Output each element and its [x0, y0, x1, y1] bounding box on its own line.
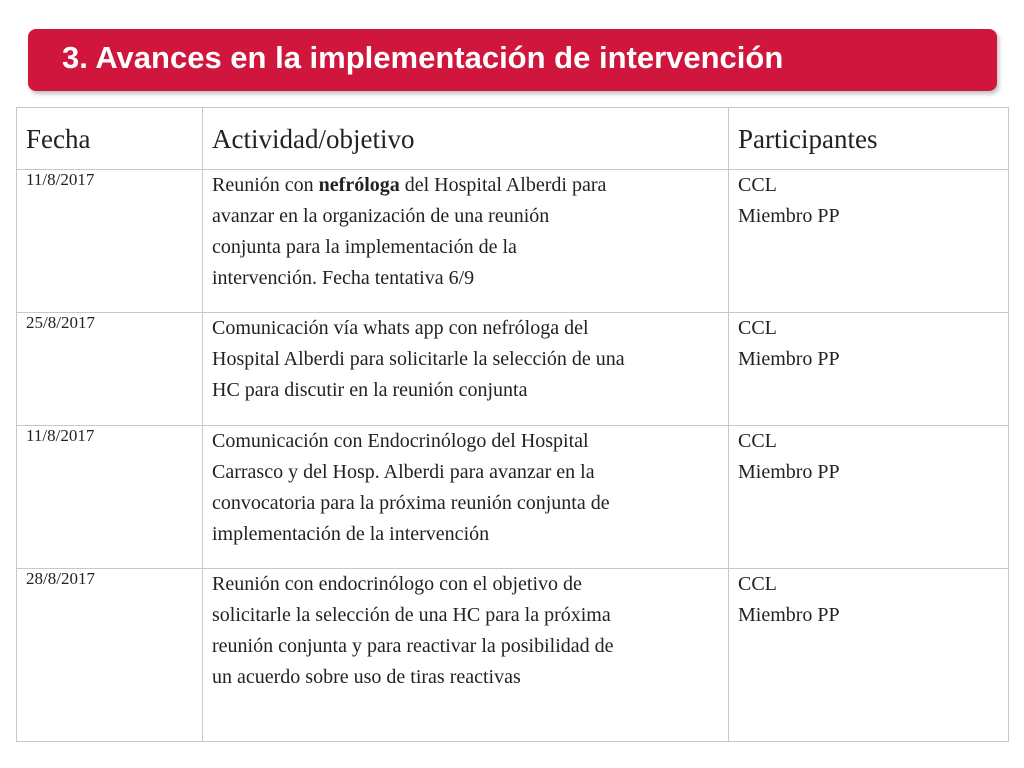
activity-line: conjunta para la implementación de la — [212, 236, 517, 258]
header-actividad: Actividad/objetivo — [203, 108, 729, 170]
participant: CCL — [738, 317, 777, 339]
row-participants — [729, 170, 1009, 313]
row-date: 11/8/2017 — [17, 170, 203, 313]
table-row — [17, 170, 1009, 313]
row-participants — [729, 426, 1009, 569]
row-date: 25/8/2017 — [17, 313, 203, 426]
activity-line: Carrasco y del Hosp. Alberdi para avanzar en la — [212, 461, 595, 483]
activity-text: Reunión con — [212, 174, 319, 196]
participant: Miembro PP — [738, 461, 840, 483]
header-participantes: Participantes — [729, 108, 1009, 170]
activity-line: Comunicación vía whats app con nefróloga del — [212, 317, 589, 339]
activity-table — [16, 107, 1009, 742]
row-date: 28/8/2017 — [17, 569, 203, 742]
participant: Miembro PP — [738, 205, 840, 227]
participant: CCL — [738, 430, 777, 452]
activity-line: reunión conjunta y para reactivar la posibilidad de — [212, 635, 614, 657]
table-header-row — [17, 108, 1009, 170]
row-participants — [729, 569, 1009, 742]
activity-text: del Hospital Alberdi para — [399, 174, 607, 196]
row-participants — [729, 313, 1009, 426]
participant: Miembro PP — [738, 604, 840, 626]
table-row — [17, 569, 1009, 742]
activity-line: Hospital Alberdi para solicitarle la selección de una — [212, 348, 625, 370]
activity-line: avanzar en la organización de una reunión — [212, 205, 550, 227]
participant: CCL — [738, 573, 777, 595]
table-row — [17, 426, 1009, 569]
activity-line: implementación de la intervención — [212, 523, 490, 545]
table-row — [17, 313, 1009, 426]
slide-title: 3. Avances en la implementación de intervención — [62, 40, 784, 75]
row-activity — [203, 569, 729, 742]
title-bar — [28, 29, 997, 91]
activity-line: solicitarle la selección de una HC para la próxima — [212, 604, 611, 626]
participant: CCL — [738, 174, 777, 196]
row-activity — [203, 170, 729, 313]
activity-line: un acuerdo sobre uso de tiras reactivas — [212, 666, 521, 688]
row-activity — [203, 313, 729, 426]
participant: Miembro PP — [738, 348, 840, 370]
header-fecha: Fecha — [17, 108, 203, 170]
activity-line: intervención. Fecha tentativa 6/9 — [212, 267, 475, 289]
activity-line: Comunicación con Endocrinólogo del Hospital — [212, 430, 589, 452]
activity-line: HC para discutir en la reunión conjunta — [212, 379, 528, 401]
row-activity — [203, 426, 729, 569]
row-date: 11/8/2017 — [17, 426, 203, 569]
activity-line: Reunión con endocrinólogo con el objetivo de — [212, 573, 582, 595]
activity-line: convocatoria para la próxima reunión conjunta de — [212, 492, 610, 514]
activity-line — [212, 170, 719, 201]
activity-bold-term: nefróloga — [318, 174, 400, 196]
